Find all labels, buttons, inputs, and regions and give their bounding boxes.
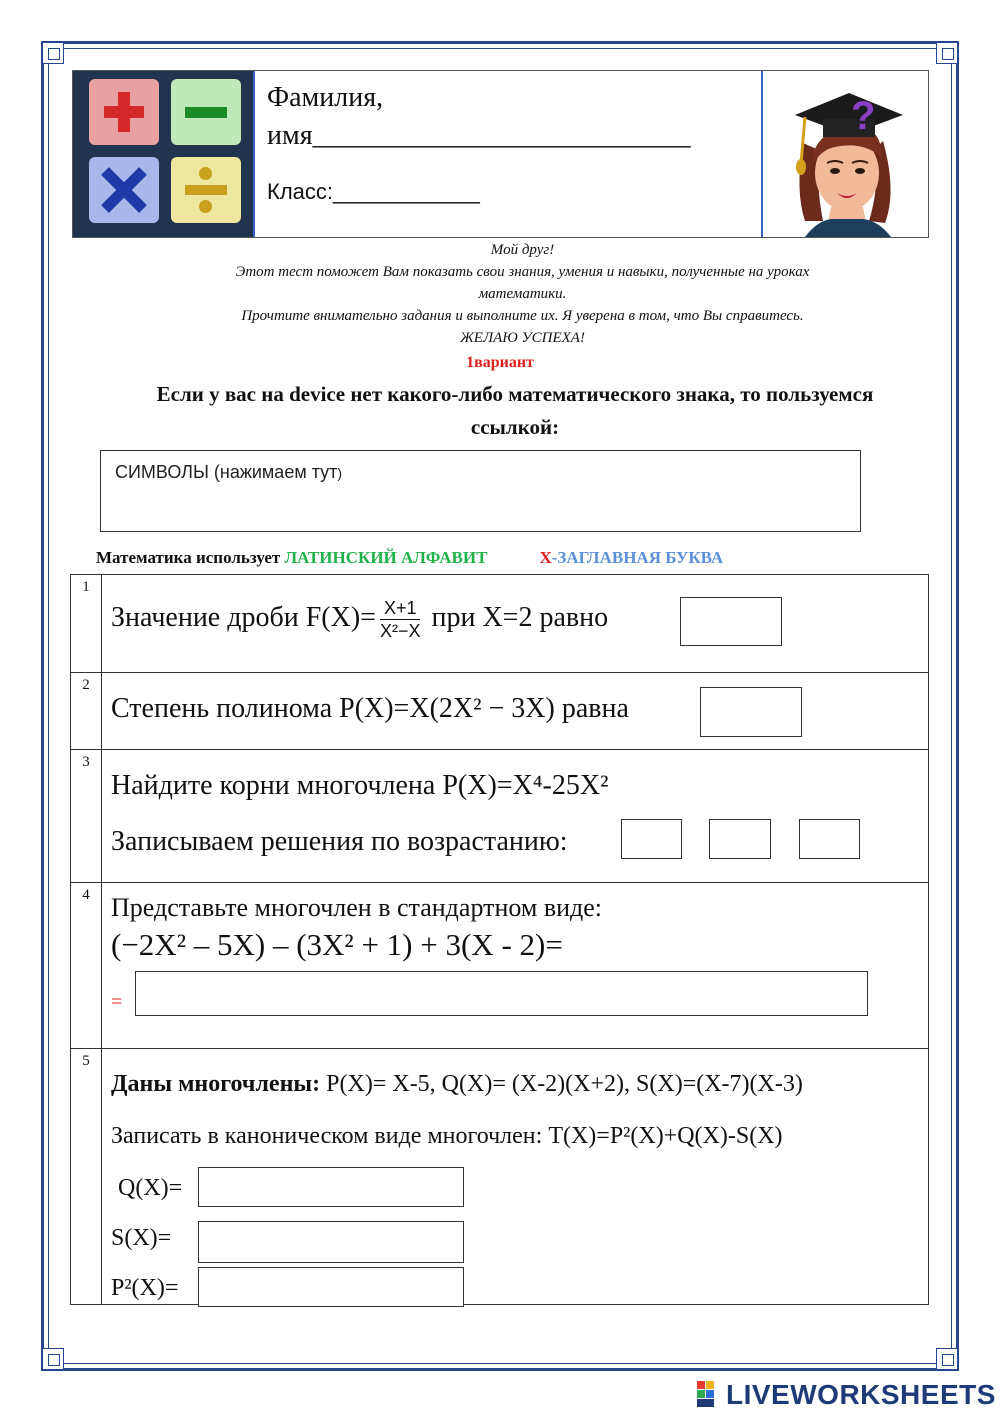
task-number: 5 bbox=[71, 1049, 102, 1304]
task-1-text: Значение дроби F(X)= $\frac{X+1}{\text{X²−X}}$ при X=2 равно bbox=[111, 598, 609, 641]
corner-ornament bbox=[42, 42, 64, 64]
intro-greeting: Мой друг! bbox=[490, 242, 555, 258]
p-squared-answer-field[interactable] bbox=[198, 1267, 464, 1307]
corner-ornament bbox=[42, 1348, 64, 1370]
variant-label: 1вариант bbox=[466, 354, 534, 371]
q-answer-field[interactable] bbox=[198, 1167, 464, 1207]
task-number: 2 bbox=[71, 673, 102, 749]
surname-label: Фамилия, bbox=[267, 82, 384, 113]
q-label: Q(X)= bbox=[118, 1175, 183, 1201]
task-number: 3 bbox=[71, 750, 102, 882]
multiply-icon bbox=[89, 157, 159, 223]
name-field[interactable]: имя___________________________ bbox=[267, 120, 691, 151]
answer-field[interactable] bbox=[135, 971, 868, 1016]
task-5-instruction: Записать в каноническом виде многочлен: T(X)=P²(X)+Q(X)-S(X) bbox=[111, 1123, 783, 1149]
task-row-3 bbox=[71, 749, 928, 882]
s-label: S(X)= bbox=[111, 1225, 172, 1251]
answer-box[interactable] bbox=[680, 597, 782, 646]
s-answer-field[interactable] bbox=[198, 1221, 464, 1263]
minus-icon bbox=[171, 79, 241, 145]
svg-text:?: ? bbox=[851, 94, 876, 138]
answer-box[interactable] bbox=[700, 687, 802, 737]
task-3-instruction: Записываем решения по возрастанию: bbox=[111, 826, 568, 857]
device-note: Если у вас на device нет какого-либо математического знака, то пользуемся ссылкой: bbox=[156, 382, 874, 439]
header-table bbox=[72, 70, 929, 238]
intro-line: Прочтите внимательно задания и выполните их. Я уверена в том, что Вы справитесь. bbox=[241, 308, 804, 324]
task-5-given: Даны многочлены: P(X)= X-5, Q(X)= (X-2)(X+2), S(X)=(X-7)(X-3) bbox=[111, 1071, 803, 1097]
teacher-avatar-icon bbox=[765, 71, 929, 237]
task-3-text: Найдите корни многочлена P(X)=X⁴-25X² bbox=[111, 770, 609, 801]
divide-icon bbox=[171, 157, 241, 223]
corner-ornament bbox=[936, 1348, 958, 1370]
intro-line: математики. bbox=[478, 286, 567, 302]
task-row-2 bbox=[71, 672, 928, 749]
fraction: $\frac{X+1}{\text{X²−X}}$ bbox=[379, 598, 421, 641]
task-number: 4 bbox=[71, 883, 102, 1048]
task-4-expression: (−2X² – 5X) – (3X² + 1) + 3(X - 2)= bbox=[111, 927, 563, 962]
p-squared-label: P²(X)= bbox=[111, 1275, 179, 1301]
liveworksheets-logo-icon bbox=[697, 1381, 723, 1407]
math-logo bbox=[73, 71, 253, 237]
task-row-1 bbox=[71, 575, 928, 672]
watermark-text: LIVEWORKSHEETS bbox=[726, 1379, 996, 1410]
equals-sign: = bbox=[111, 991, 123, 1013]
student-info bbox=[253, 71, 763, 237]
task-row-4 bbox=[71, 882, 928, 1048]
task-number: 1 bbox=[71, 575, 102, 672]
corner-ornament bbox=[936, 42, 958, 64]
plus-icon bbox=[89, 79, 159, 145]
intro-wish: ЖЕЛАЮ УСПЕХА! bbox=[460, 330, 585, 346]
class-field[interactable]: Класс:____________ bbox=[267, 179, 480, 204]
symbols-link[interactable]: СИМВОЛЫ (нажимаем тут) bbox=[100, 450, 861, 532]
root-answer-box[interactable] bbox=[621, 819, 682, 859]
root-answer-box[interactable] bbox=[709, 819, 771, 859]
task-2-text: Степень полинома P(X)=X(2X² − 3X) равна bbox=[111, 693, 629, 724]
tasks-table bbox=[70, 574, 929, 1305]
task-4-text: Представьте многочлен в стандартном виде: bbox=[111, 893, 603, 922]
root-answer-box[interactable] bbox=[799, 819, 860, 859]
intro-line: Этот тест поможет Вам показать свои знания, умения и навыки, полученные на уроках bbox=[235, 264, 810, 280]
alphabet-note: Математика использует ЛАТИНСКИЙ АЛФАВИТ Х-ЗАГЛАВНАЯ БУКВА bbox=[96, 548, 724, 567]
task-row-5 bbox=[71, 1048, 928, 1304]
